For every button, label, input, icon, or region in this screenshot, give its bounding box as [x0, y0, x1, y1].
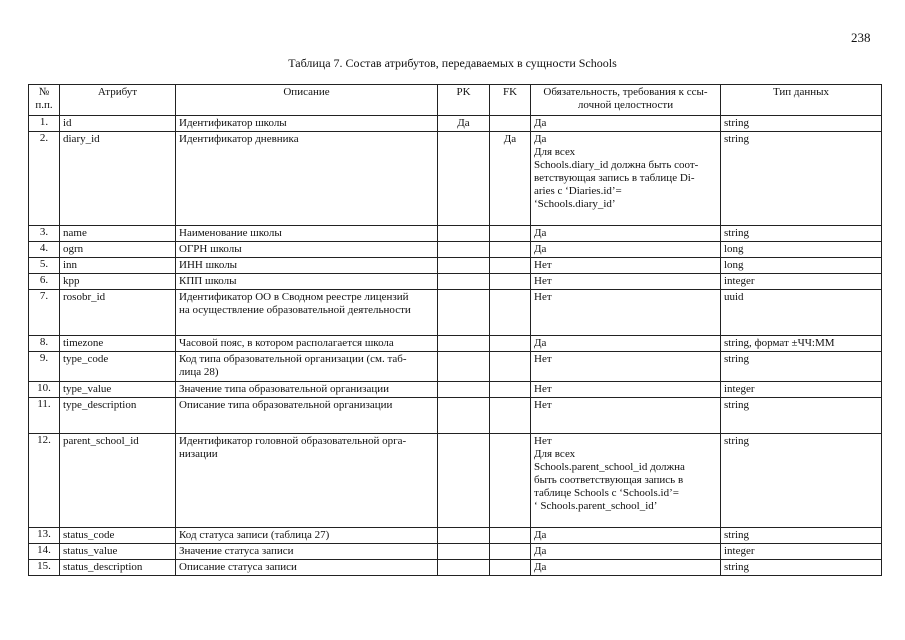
row-pk [438, 258, 490, 274]
table-row [29, 544, 882, 560]
row-description: Идентификатор школы [176, 116, 438, 132]
row-fk [490, 242, 531, 258]
row-requirement: Нет [531, 352, 721, 382]
row-attribute: type_value [60, 382, 176, 398]
row-pk: Да [438, 116, 490, 132]
header-type: Тип данных [721, 85, 882, 116]
row-pk [438, 528, 490, 544]
row-num: 3. [29, 226, 60, 242]
row-num: 8. [29, 336, 60, 352]
row-attribute: inn [60, 258, 176, 274]
table-row [29, 226, 882, 242]
row-fk [490, 274, 531, 290]
row-fk: Да [490, 132, 531, 226]
table-row [29, 382, 882, 398]
row-description: Часовой пояс, в котором располагается школа [176, 336, 438, 352]
row-pk [438, 434, 490, 528]
table-row [29, 352, 882, 382]
row-num: 12. [29, 434, 60, 528]
row-num: 10. [29, 382, 60, 398]
row-num: 13. [29, 528, 60, 544]
row-attribute: kpp [60, 274, 176, 290]
row-fk [490, 528, 531, 544]
table-header-row [29, 85, 882, 116]
row-type: uuid [721, 290, 882, 336]
row-description: Значение статуса записи [176, 544, 438, 560]
attributes-table [28, 84, 882, 576]
row-fk [490, 382, 531, 398]
row-pk [438, 242, 490, 258]
header-requirement: Обязательность, требования к ссы- лочной целостности [531, 85, 721, 116]
row-attribute: type_description [60, 398, 176, 434]
row-description: КПП школы [176, 274, 438, 290]
row-description: ОГРН школы [176, 242, 438, 258]
row-fk [490, 560, 531, 576]
row-requirement: Нет [531, 290, 721, 336]
row-num: 14. [29, 544, 60, 560]
row-pk [438, 274, 490, 290]
row-type: string, формат ±ЧЧ:ММ [721, 336, 882, 352]
row-requirement: Нет [531, 382, 721, 398]
row-pk [438, 560, 490, 576]
table-row [29, 242, 882, 258]
row-description: ИНН школы [176, 258, 438, 274]
row-description: Код типа образовательной организации (см. таб- лица 28) [176, 352, 438, 382]
table-row [29, 132, 882, 226]
row-pk [438, 382, 490, 398]
row-description: Наименование школы [176, 226, 438, 242]
row-description: Описание статуса записи [176, 560, 438, 576]
row-requirement: Да [531, 544, 721, 560]
table-row [29, 434, 882, 528]
row-description: Идентификатор дневника [176, 132, 438, 226]
row-attribute: status_value [60, 544, 176, 560]
table-row [29, 274, 882, 290]
row-requirement: Нет Для всех Schools.parent_school_id должна быть соответствующая запись в таблице Schools с ‘Schools.id’= ‘ Schools.parent_school_id’ [531, 434, 721, 528]
table-row [29, 528, 882, 544]
row-type: long [721, 258, 882, 274]
row-attribute: status_description [60, 560, 176, 576]
row-type: integer [721, 382, 882, 398]
row-fk [490, 336, 531, 352]
table-caption: Таблица 7. Состав атрибутов, передаваемых в сущности Schools [288, 56, 617, 70]
row-type: string [721, 226, 882, 242]
row-fk [490, 544, 531, 560]
row-requirement: Да Для всех Schools.diary_id должна быть соот- ветствующая запись в таблице Di- aries с ‘Diaries.id’= ‘Schools.diary_id’ [531, 132, 721, 226]
row-pk [438, 352, 490, 382]
row-fk [490, 290, 531, 336]
table-row [29, 336, 882, 352]
row-description: Значение типа образовательной организации [176, 382, 438, 398]
table-row [29, 290, 882, 336]
page-number: 238 [851, 30, 871, 45]
row-type: string [721, 352, 882, 382]
header-num: № п.п. [29, 85, 60, 116]
row-num: 11. [29, 398, 60, 434]
table-row [29, 560, 882, 576]
table-row [29, 258, 882, 274]
row-attribute: ogrn [60, 242, 176, 258]
header-attribute: Атрибут [60, 85, 176, 116]
row-description: Идентификатор головной образовательной орга- низации [176, 434, 438, 528]
row-num: 7. [29, 290, 60, 336]
row-attribute: type_code [60, 352, 176, 382]
row-num: 15. [29, 560, 60, 576]
row-requirement: Нет [531, 274, 721, 290]
row-type: string [721, 116, 882, 132]
row-requirement: Нет [531, 398, 721, 434]
row-num: 5. [29, 258, 60, 274]
row-requirement: Нет [531, 258, 721, 274]
row-attribute: diary_id [60, 132, 176, 226]
row-requirement: Да [531, 336, 721, 352]
header-pk: PK [438, 85, 490, 116]
row-attribute: name [60, 226, 176, 242]
row-type: long [721, 242, 882, 258]
row-num: 4. [29, 242, 60, 258]
row-pk [438, 290, 490, 336]
row-requirement: Да [531, 242, 721, 258]
row-pk [438, 544, 490, 560]
row-pk [438, 226, 490, 242]
row-type: string [721, 398, 882, 434]
row-attribute: parent_school_id [60, 434, 176, 528]
row-attribute: status_code [60, 528, 176, 544]
row-pk [438, 132, 490, 226]
row-type: string [721, 560, 882, 576]
row-num: 1. [29, 116, 60, 132]
row-fk [490, 258, 531, 274]
row-requirement: Да [531, 226, 721, 242]
row-description: Код статуса записи (таблица 27) [176, 528, 438, 544]
row-requirement: Да [531, 528, 721, 544]
header-description: Описание [176, 85, 438, 116]
row-type: integer [721, 274, 882, 290]
row-description: Идентификатор ОО в Сводном реестре лицензий на осуществление образовательной деятельности [176, 290, 438, 336]
row-fk [490, 434, 531, 528]
row-fk [490, 116, 531, 132]
header-fk: FK [490, 85, 531, 116]
table-row [29, 116, 882, 132]
row-pk [438, 398, 490, 434]
row-fk [490, 226, 531, 242]
row-type: string [721, 528, 882, 544]
row-requirement: Да [531, 560, 721, 576]
row-fk [490, 352, 531, 382]
row-attribute: id [60, 116, 176, 132]
row-description: Описание типа образовательной организации [176, 398, 438, 434]
row-pk [438, 336, 490, 352]
row-requirement: Да [531, 116, 721, 132]
row-type: string [721, 434, 882, 528]
row-attribute: timezone [60, 336, 176, 352]
row-num: 6. [29, 274, 60, 290]
row-fk [490, 398, 531, 434]
row-num: 9. [29, 352, 60, 382]
table-row [29, 398, 882, 434]
row-type: integer [721, 544, 882, 560]
row-num: 2. [29, 132, 60, 226]
row-type: string [721, 132, 882, 226]
row-attribute: rosobr_id [60, 290, 176, 336]
